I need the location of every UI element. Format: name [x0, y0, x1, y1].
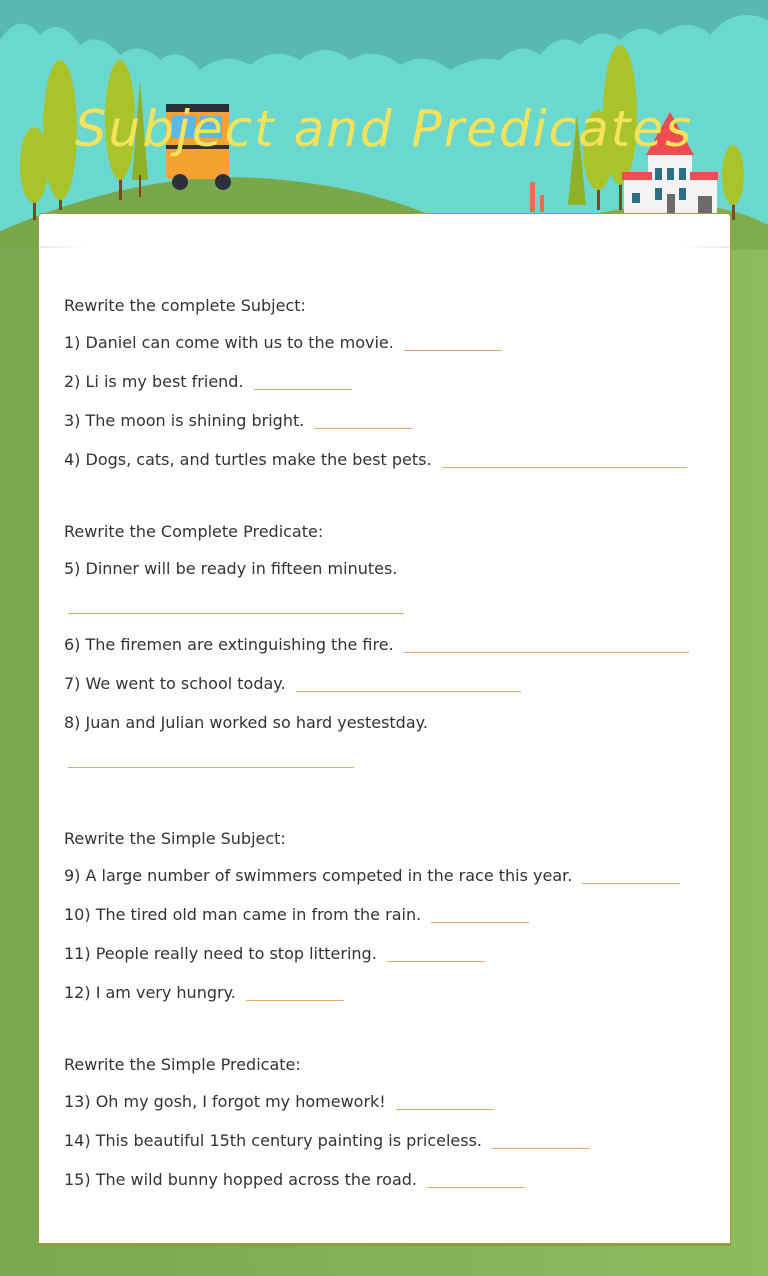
question-text: 3) The moon is shining bright.: [64, 411, 305, 430]
answer-blank[interactable]: [246, 986, 344, 1001]
question-text: 4) Dogs, cats, and turtles make the best pets.: [64, 450, 432, 469]
section-heading: Rewrite the Complete Predicate:: [64, 522, 324, 541]
question-text: 2) Li is my best friend.: [64, 372, 244, 391]
answer-blank[interactable]: [492, 1134, 590, 1149]
answer-blank[interactable]: [404, 336, 502, 351]
section-heading: Rewrite the Simple Predicate:: [64, 1055, 301, 1074]
worksheet-card: [38, 213, 731, 1244]
question-15: [64, 1170, 704, 1190]
question-12: [64, 983, 704, 1003]
answer-blank[interactable]: [296, 677, 521, 692]
section-simple-subject: [64, 829, 704, 1003]
question-text: 8) Juan and Julian worked so hard yestestday.: [64, 713, 428, 732]
question-text: 14) This beautiful 15th century painting is priceless.: [64, 1131, 483, 1150]
question-text: 7) We went to school today.: [64, 674, 286, 693]
question-9: [64, 866, 704, 886]
question-2: [64, 372, 704, 392]
section-complete-subject: [64, 296, 704, 470]
answer-blank[interactable]: [442, 453, 687, 468]
answer-blank[interactable]: [68, 753, 354, 768]
answer-blank[interactable]: [254, 375, 352, 390]
question-text: 13) Oh my gosh, I forgot my homework!: [64, 1092, 386, 1111]
answer-blank[interactable]: [314, 414, 412, 429]
question-13: [64, 1092, 704, 1112]
question-3: [64, 411, 704, 431]
divider: [39, 246, 730, 248]
answer-blank[interactable]: [404, 638, 689, 653]
answer-blank[interactable]: [427, 1173, 525, 1188]
section-complete-predicate: [64, 522, 704, 770]
question-text: 10) The tired old man came in from the rain.: [64, 905, 422, 924]
question-text: 6) The firemen are extinguishing the fire.: [64, 635, 394, 654]
question-text: 15) The wild bunny hopped across the road.: [64, 1170, 417, 1189]
answer-blank[interactable]: [431, 908, 529, 923]
section-heading: Rewrite the complete Subject:: [64, 296, 306, 315]
question-11: [64, 944, 704, 964]
answer-blank[interactable]: [387, 947, 485, 962]
worksheet-content: [64, 296, 704, 1209]
question-text: 11) People really need to stop littering.: [64, 944, 377, 963]
question-text: 9) A large number of swimmers competed in the race this year.: [64, 866, 573, 885]
question-text: 12) I am very hungry.: [64, 983, 236, 1002]
question-text: 1) Daniel can come with us to the movie.: [64, 333, 394, 352]
question-8: [64, 713, 704, 770]
answer-blank[interactable]: [68, 599, 404, 614]
page-title: Subject and Predicates: [74, 100, 694, 158]
question-5: [64, 559, 704, 616]
question-4: [64, 450, 704, 470]
question-text: 5) Dinner will be ready in fifteen minutes.: [64, 559, 398, 578]
question-7: [64, 674, 704, 694]
question-10: [64, 905, 704, 925]
question-1: [64, 333, 704, 353]
answer-blank[interactable]: [582, 869, 680, 884]
answer-blank[interactable]: [396, 1095, 494, 1110]
section-simple-predicate: [64, 1055, 704, 1190]
question-6: [64, 635, 704, 655]
question-14: [64, 1131, 704, 1151]
section-heading: Rewrite the Simple Subject:: [64, 829, 286, 848]
